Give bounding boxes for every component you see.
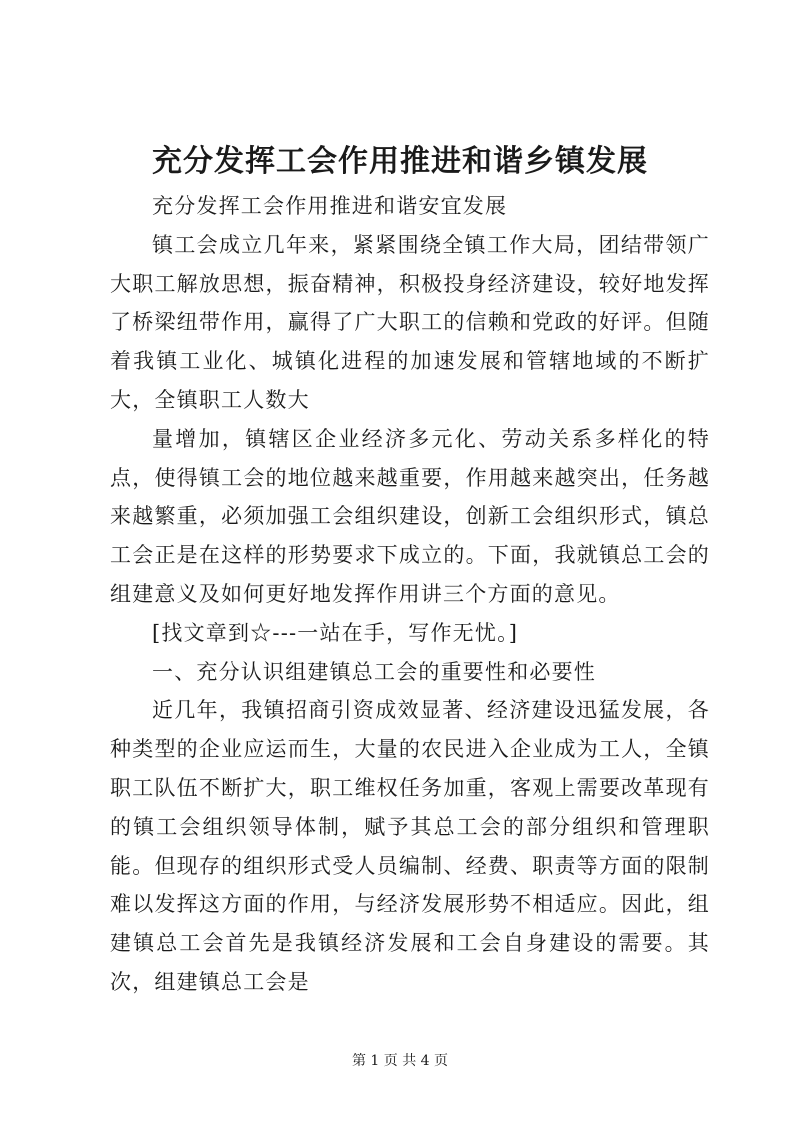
body-paragraph: 量增加，镇辖区企业经济多元化、劳动关系多样化的特点，使得镇工会的地位越来越重要，作用越来越突出，任务越来越繁重，必须加强工会组织建设，创新工会组织形式，镇总工会正是在这样的形势要求下成立的。下面，我就镇总工会的组建意义及如何更好地发挥作用讲三个方面的意见。 bbox=[110, 426, 710, 606]
body-paragraph: 镇工会成立几年来，紧紧围绕全镇工作大局，团结带领广大职工解放思想，振奋精神，积极投身经济建设，较好地发挥了桥梁纽带作用，赢得了广大职工的信赖和党政的好评。但随着我镇工业化、城镇化进程的加速发展和管辖地域的不断扩大，全镇职工人数大 bbox=[110, 232, 710, 412]
section-heading: 一、充分认识组建镇总工会的重要性和必要性 bbox=[152, 659, 596, 684]
bracket-note-paragraph: [找文章到☆---一站在手，写作无忧。] bbox=[152, 620, 519, 645]
document-title: 充分发挥工会作用推进和谐乡镇发展 bbox=[152, 144, 648, 179]
document-body bbox=[110, 187, 710, 1002]
subtitle-paragraph: 充分发挥工会作用推进和谐安宜发展 bbox=[152, 194, 508, 218]
body-paragraph: 近几年，我镇招商引资成效显著、经济建设迅猛发展，各种类型的企业应运而生，大量的农民进入企业成为工人，全镇职工队伍不断扩大，职工维权任务加重，客观上需要改革现有的镇工会组织领导体制，赋予其总工会的部分组织和管理职能。但现存的组织形式受人员编制、经费、职责等方面的限制难以发挥这方面的作用，与经济发展形势不相适应。因此，组建镇总工会首先是我镇经济发展和工会自身建设的需要。其次，组建镇总工会是 bbox=[110, 698, 710, 994]
page-number-footer: 第 1 页 共 4 页 bbox=[351, 1053, 449, 1069]
